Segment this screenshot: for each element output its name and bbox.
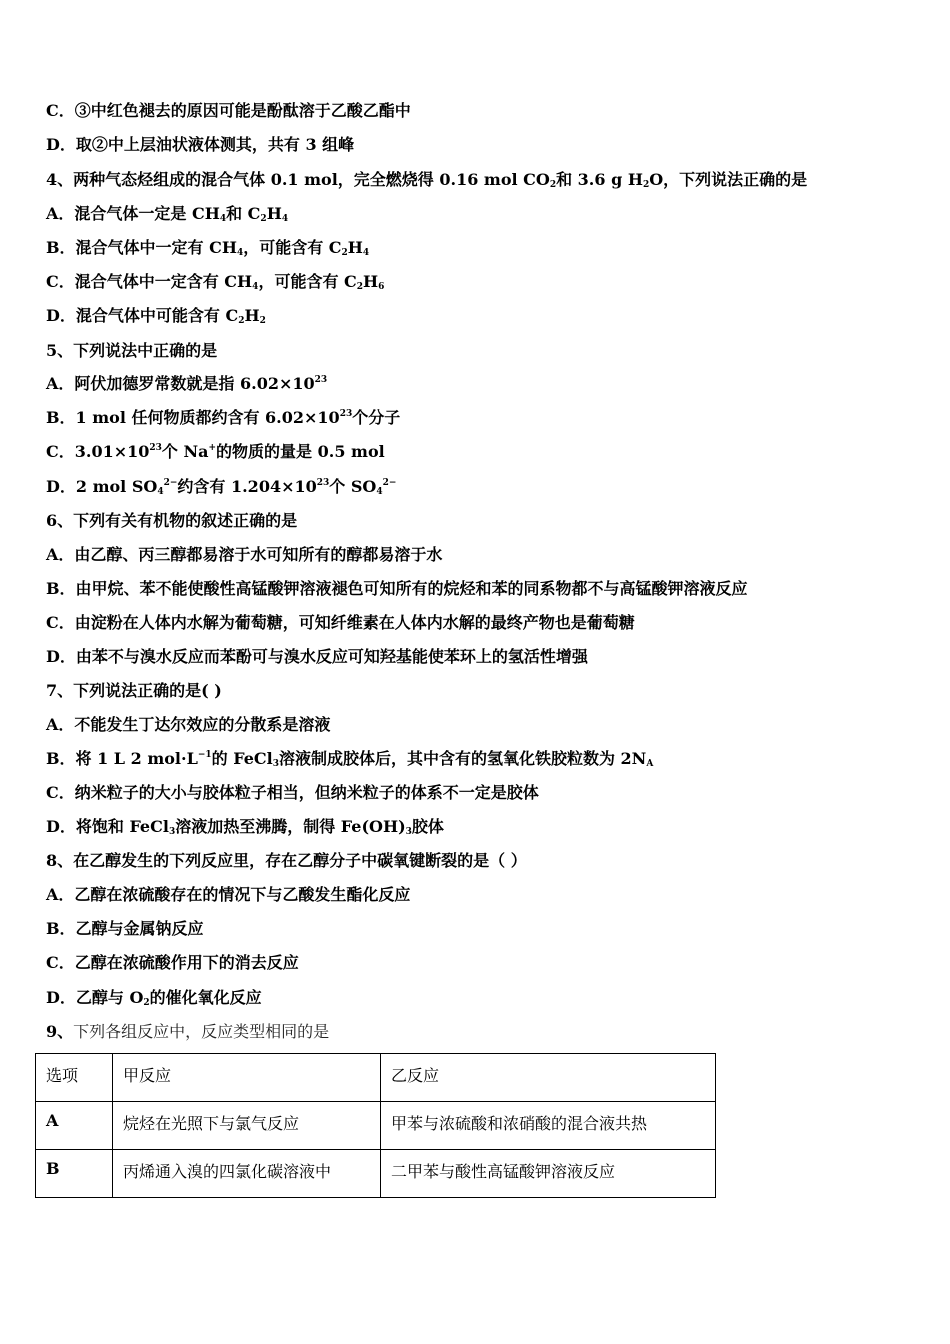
option-text: C．$3.01\times 10^{23}$个 Na+的物质的量是 0.5 mol	[46, 442, 385, 461]
option-text: A．混合气体一定是 $CH_4$和 $C_2H_4$	[46, 204, 289, 224]
table-cell: 甲苯与浓硫酸和浓硝酸的混合液共热	[381, 1102, 716, 1150]
option-text: B．乙醇与金属钠反应	[46, 919, 204, 938]
question-9: 9、下列各组反应中，反应类型相同的是	[46, 1022, 330, 1041]
option-text: C．由淀粉在人体内水解为葡萄糖，可知纤维素在人体内水解的最终产物也是葡萄糖	[46, 613, 635, 632]
option-text: D．取②中上层油状液体测其，共有 3 组峰	[46, 135, 355, 154]
table-header-row	[36, 1054, 716, 1102]
table-cell: 二甲苯与酸性高锰酸钾溶液反应	[381, 1150, 716, 1198]
table-header: 甲反应	[113, 1054, 381, 1102]
reaction-table	[35, 1053, 716, 1198]
option-text: D．乙醇与 $O_2$的催化氧化反应	[46, 988, 262, 1008]
table-cell: 丙烯通入溴的四氯化碳溶液中	[113, 1150, 381, 1198]
table-cell: A	[36, 1102, 113, 1150]
option-text: A．乙醇在浓硫酸存在的情况下与乙酸发生酯化反应	[46, 885, 411, 904]
table-row	[36, 1102, 716, 1150]
option-text: C．混合气体中一定含有 $CH_4$，可能含有 $C_2H_6$	[46, 272, 385, 292]
option-text: B．由甲烷、苯不能使酸性高锰酸钾溶液褪色可知所有的烷烃和苯的同系物都不与高锰酸钾溶液反应	[46, 579, 748, 598]
question-4: 4、两种气态烃组成的混合气体 0.1 mol，完全燃烧得 0.16 mol $CO_2$和 3.6 g $H_2O$，下列说法正确的是	[46, 170, 808, 190]
option-text: C．纳米粒子的大小与胶体粒子相当，但纳米粒子的体系不一定是胶体	[46, 783, 539, 802]
option-text: D．将饱和 FeCl$_3$溶液加热至沸腾，制得 $Fe(OH)_3$胶体	[46, 817, 444, 837]
question-8: 8、在乙醇发生的下列反应里，存在乙醇分子中碳氧键断裂的是（ ）	[46, 851, 527, 870]
table-header: 选项	[36, 1054, 113, 1102]
option-text: D．混合气体中可能含有 $C_2H_2$	[46, 306, 266, 326]
option-text: C．乙醇在浓硫酸作用下的消去反应	[46, 953, 299, 972]
table-row	[36, 1150, 716, 1198]
option-text: A．不能发生丁达尔效应的分散系是溶液	[46, 715, 331, 734]
option-text: B．1 mol 任何物质都约含有 $6.02\times 10^{23}$个分子	[46, 408, 401, 427]
option-text: B．混合气体中一定有 $CH_4$，可能含有 $C_2H_4$	[46, 238, 370, 258]
question-7: 7、下列说法正确的是( )	[46, 681, 222, 700]
option-text: C．③中红色褪去的原因可能是酚酞溶于乙酸乙酯中	[46, 101, 411, 120]
table-cell: 烷烃在光照下与氯气反应	[113, 1102, 381, 1150]
option-text: D．由苯不与溴水反应而苯酚可与溴水反应可知羟基能使苯环上的氢活性增强	[46, 647, 588, 666]
question-6: 6、下列有关有机物的叙述正确的是	[46, 511, 298, 530]
option-text: A．由乙醇、丙三醇都易溶于水可知所有的醇都易溶于水	[46, 545, 443, 564]
question-5: 5、下列说法中正确的是	[46, 341, 218, 360]
option-text: D．2 mol $SO_4^{2-}$约含有 $1.204\times 10^{23}$个 $SO_4^{2-}$	[46, 477, 397, 497]
table-cell: B	[36, 1150, 113, 1198]
option-text: A．阿伏加德罗常数就是指 $6.02\times 10^{23}$	[46, 374, 328, 393]
table-header: 乙反应	[381, 1054, 716, 1102]
option-text: B．将 1 L 2 $mol\cdot L^{-1}$的 FeCl$_3$溶液制成胶体后，其中含有的氢氧化铁胶粒数为 $2N_A$	[46, 749, 654, 769]
